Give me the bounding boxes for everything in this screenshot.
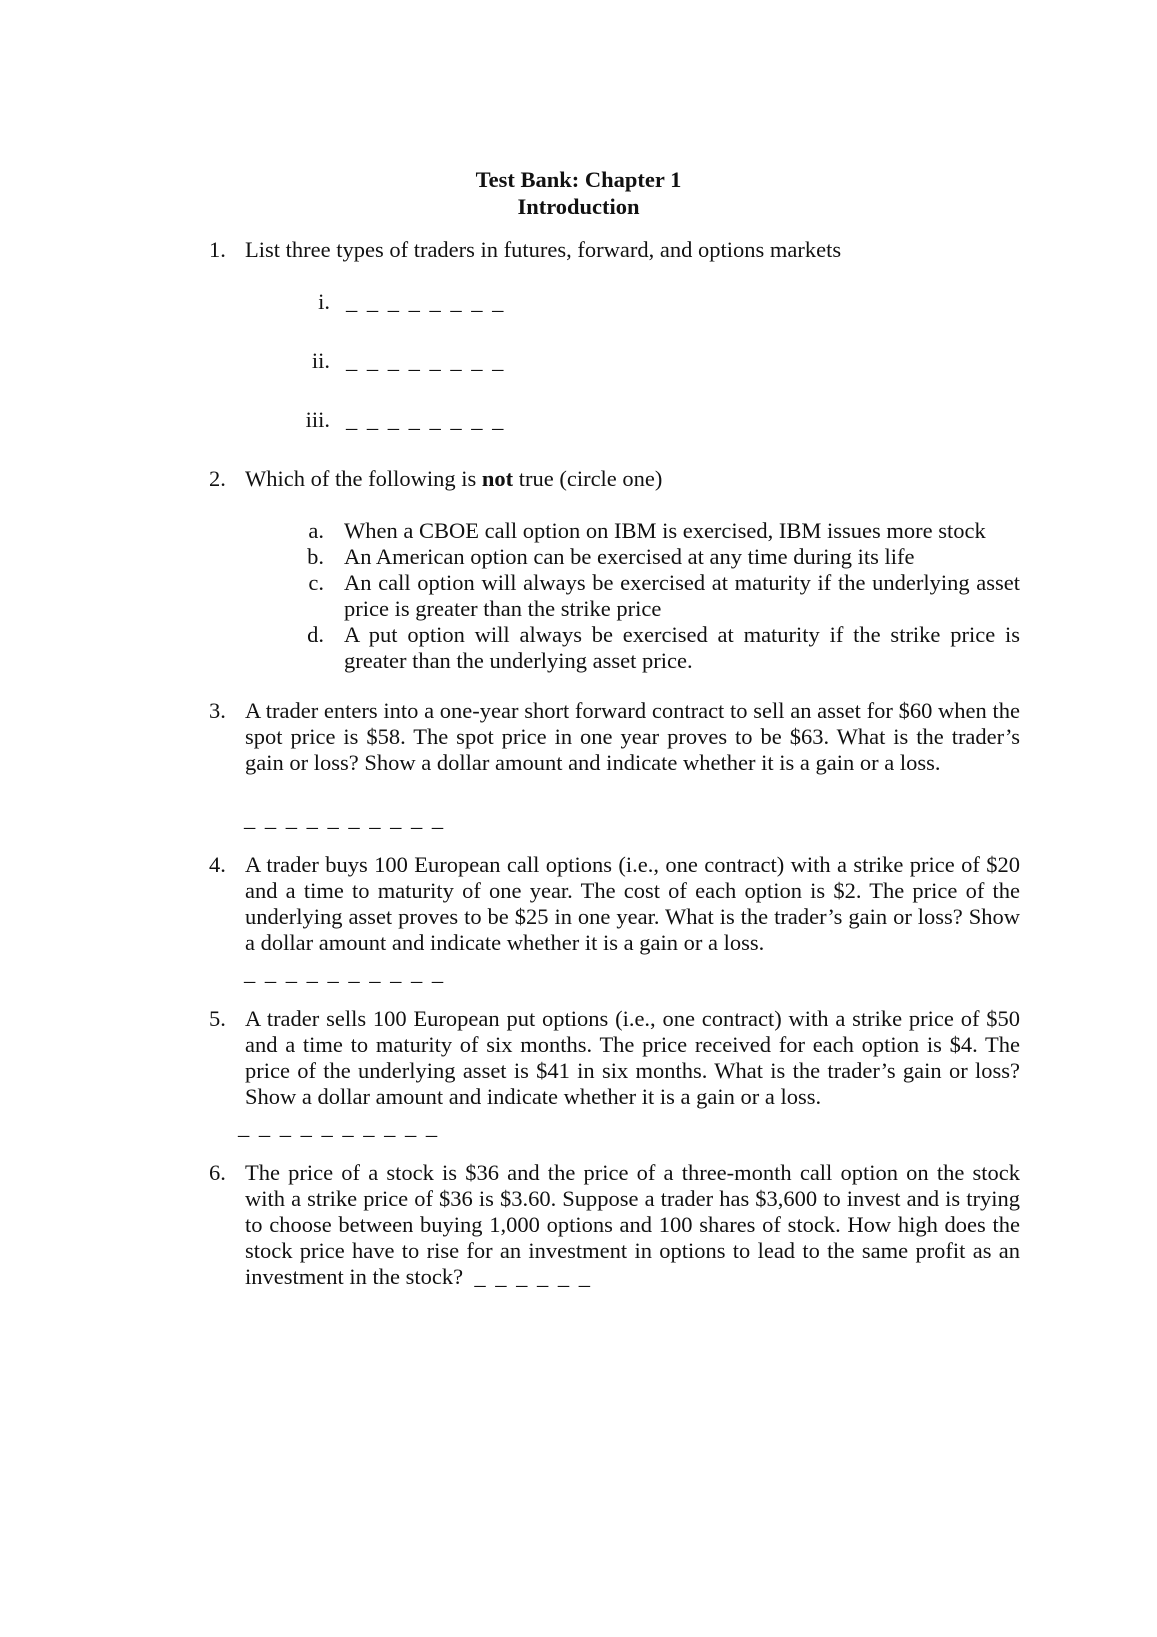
question-text: Which of the following is not true (circle one) bbox=[245, 466, 663, 491]
choice-label: d. bbox=[307, 622, 324, 647]
q3-answer-blank[interactable]: _ _ _ _ _ _ _ _ _ _ bbox=[244, 806, 446, 831]
q1-item-3 bbox=[290, 407, 690, 433]
emphasis-not: not bbox=[481, 466, 514, 491]
choice-label: c. bbox=[308, 570, 324, 595]
item-label: ii. bbox=[311, 348, 330, 373]
choice-d[interactable] bbox=[300, 622, 1020, 674]
answer-blank[interactable]: _ _ _ _ _ _ _ _ bbox=[346, 289, 506, 314]
choice-text: A put option will always be exercised at maturity if the strike price is greater than the underlying asset price. bbox=[344, 622, 1020, 673]
item-label: i. bbox=[318, 289, 330, 314]
q5-answer-blank[interactable]: _ _ _ _ _ _ _ _ _ _ bbox=[238, 1114, 440, 1139]
q2-choices bbox=[300, 518, 1020, 674]
question-text: List three types of traders in futures, forward, and options markets bbox=[245, 237, 842, 262]
question-number: 3. bbox=[209, 698, 226, 723]
q1-item-1 bbox=[290, 289, 690, 315]
question-text: The price of a stock is $36 and the price of a three-month call option on the stock with a strike price of $36 is $3.60. Suppose a trader has $3,600 to invest and is trying to choose between buying 1,000 options and 100 shares of stock. How high does the stock price have to rise for an investment in options to lead to the same profit as an investment in the stock? _ _ _ _ _ _ bbox=[245, 1160, 1020, 1289]
choice-label: a. bbox=[308, 518, 324, 543]
q1-item-2 bbox=[290, 348, 690, 374]
item-label: iii. bbox=[305, 407, 330, 432]
choice-text: When a CBOE call option on IBM is exercised, IBM issues more stock bbox=[344, 518, 986, 543]
question-2 bbox=[209, 466, 1020, 492]
page-header bbox=[0, 166, 1157, 220]
question-5 bbox=[209, 1006, 1020, 1110]
question-number: 4. bbox=[209, 852, 226, 877]
question-4 bbox=[209, 852, 1020, 956]
choice-text: An call option will always be exercised at maturity if the underlying asset price is greater than the strike price bbox=[344, 570, 1020, 621]
choice-c[interactable] bbox=[300, 570, 1020, 622]
choice-b[interactable] bbox=[300, 544, 1020, 570]
choice-text: An American option can be exercised at any time during its life bbox=[344, 544, 915, 569]
question-text: A trader sells 100 European put options (i.e., one contract) with a strike price of $50 and a time to maturity of six months. The price received for each option is $4. The price of the underlying asset is $41 in six months. What is the trader’s gain or loss? Show a dollar amount and indicate whether it is a gain or a loss. bbox=[245, 1006, 1020, 1109]
question-3 bbox=[209, 698, 1020, 776]
q6-answer-blank[interactable]: _ _ _ _ _ _ bbox=[474, 1264, 592, 1289]
question-1 bbox=[209, 237, 1020, 263]
question-6 bbox=[209, 1160, 1020, 1290]
question-text: A trader enters into a one-year short forward contract to sell an asset for $60 when the spot price is $58. The spot price in one year proves to be $63. What is the trader’s gain or loss? Show a dollar amount and indicate whether it is a gain or a loss. bbox=[245, 698, 1020, 775]
answer-blank[interactable]: _ _ _ _ _ _ _ _ bbox=[346, 407, 506, 432]
answer-blank[interactable]: _ _ _ _ _ _ _ _ bbox=[346, 348, 506, 373]
choice-a[interactable] bbox=[300, 518, 1020, 544]
question-number: 6. bbox=[209, 1160, 226, 1185]
question-number: 2. bbox=[209, 466, 226, 491]
page-title: Test Bank: Chapter 1 bbox=[475, 167, 682, 192]
question-number: 5. bbox=[209, 1006, 226, 1031]
question-text: A trader buys 100 European call options (i.e., one contract) with a strike price of $20 and a time to maturity of one year. The cost of each option is $2. The price of the underlying asset proves to be $25 in one year. What is the trader’s gain or loss? Show a dollar amount and indicate whether it is a gain or a loss. bbox=[245, 852, 1020, 955]
choice-label: b. bbox=[307, 544, 324, 569]
q4-answer-blank[interactable]: _ _ _ _ _ _ _ _ _ _ bbox=[244, 960, 446, 985]
question-number: 1. bbox=[209, 237, 226, 262]
page-subtitle: Introduction bbox=[517, 194, 640, 219]
